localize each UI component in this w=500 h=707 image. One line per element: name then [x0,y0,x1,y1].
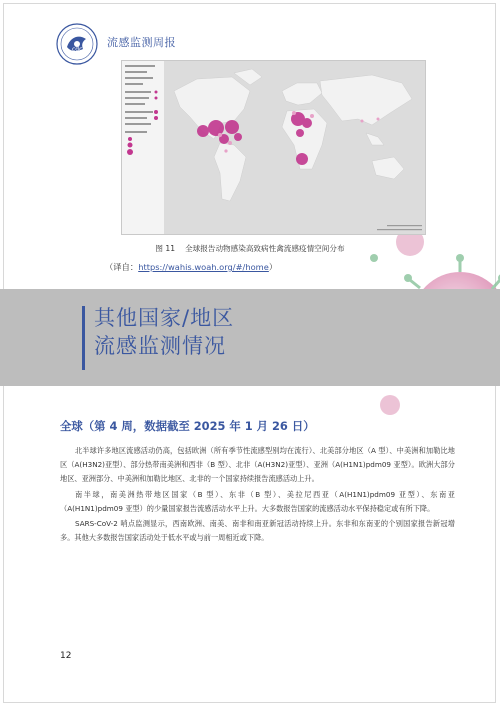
source-close: ） [268,262,278,272]
figure-source [105,261,277,273]
source-link[interactable]: https://wahis.woah.org/#/home [138,262,269,272]
section-title-line2: 流感监测情况 [94,334,226,358]
figure-caption [0,243,500,254]
section-body [60,444,455,546]
page-number: 12 [60,651,72,661]
source-label: （译自： [105,262,139,272]
figure-caption-text: 全球报告动物感染高致病性禽流感疫情空间分布 [185,244,345,253]
figure-number: 图 11 [155,244,176,253]
paragraph-northern-hemisphere: 北半球许多地区流感活动仍高，包括欧洲（所有季节性流感型别均在流行）、北美部分地区（A 型）、中美洲和加勒比地区（A(H3N2)亚型）、部分热带南美洲和西非（B 型）、北非（A(H3N2)亚型）、亚洲（A(H1N1)pdm09 亚型）。欧洲大部分地区、亚洲部分、中美洲和加勒比地区、北非的一个国家持续报告流感活动上升。 [60,446,455,484]
header-title: 流感监测周报 [107,36,176,49]
paragraph-sars-cov-2: SARS-CoV-2 哨点监测显示，西南欧洲、南美、南非和南亚新冠活动持续上升。东非和东南亚的个别国家报告新冠增多。其他大多数报告国家活动处于低水平或与前一周相近或下降。 [60,519,455,543]
banner-accent-bar [82,306,85,370]
section-heading: 全球（第 4 周，数据截至 2025 年 1 月 26 日） [60,419,315,433]
hpai-world-map [121,60,426,235]
section-banner [0,289,500,386]
section-title [94,304,234,360]
china-cdc-logo [55,22,99,66]
section-title-line1: 其他国家/地区 [94,306,235,330]
svg-text:cdc: cdc [72,46,83,53]
paragraph-southern-hemisphere: 南半球，南美洲热带地区国家（B 型）、东非（B 型）、美拉尼西亚（A(H1N1)pdm09 亚型）、东南亚（A(H1N1)pdm09 亚型）的少量国家报告流感活动水平上升。大多数报告国家的流感活动水平保持稳定或有所下降。 [60,489,455,513]
